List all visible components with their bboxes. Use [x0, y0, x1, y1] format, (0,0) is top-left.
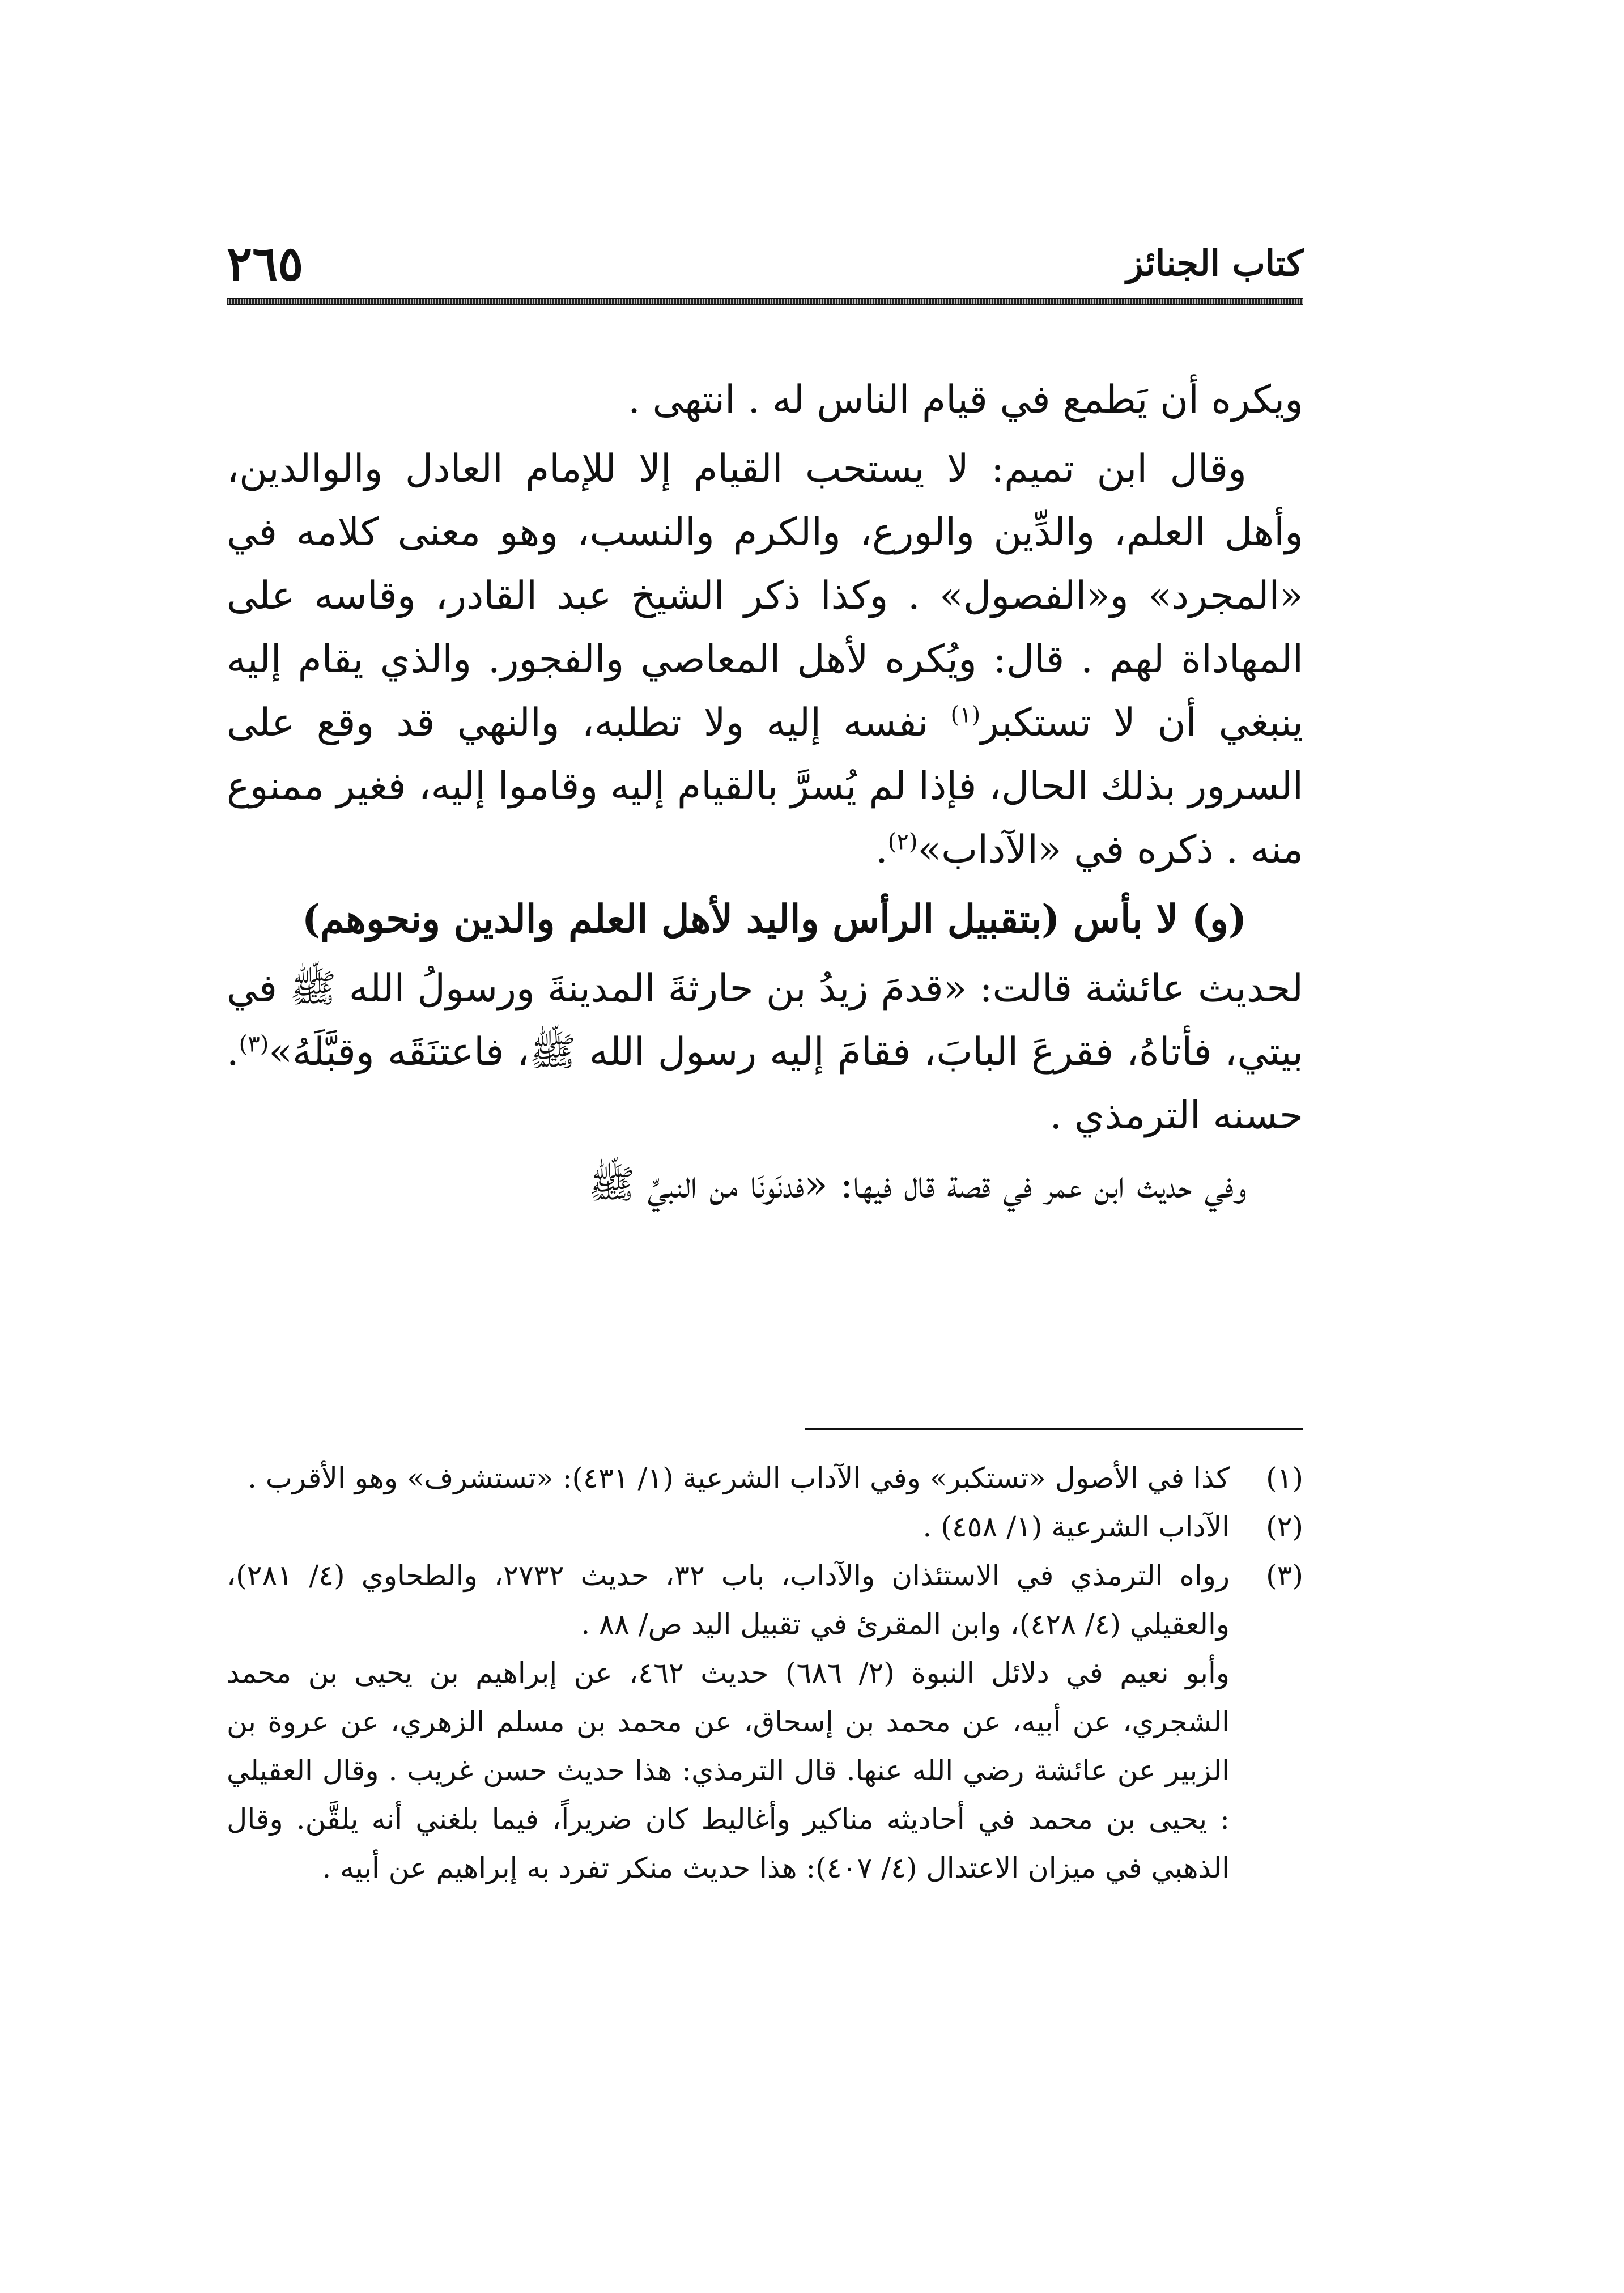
paragraph-2-end: .: [875, 827, 888, 872]
main-text: [227, 368, 1303, 1222]
footnote-3: [227, 1551, 1303, 1892]
paragraph-2-text-cont: نفسه إليه ولا تطلبه، والنهي قد وقع على السرور بذلك الحال، فإذا لم يُسرَّ بالقيام إليه وقاموا إليه، فغير ممنوع منه . ذكره في «الآداب»: [227, 700, 1303, 872]
paragraph-2-text: وقال ابن تميم: لا يستحب القيام إلا للإمام العادل والوالدين، وأهل العلم، والدِّين والورع، والكرم والنسب، وهو معنى كلامه في «المجرد» و«الفصول» . وكذا ذكر الشيخ عبد القادر، وقاسه على المهاداة لهم . قال: ويُكره لأهل المعاصي والفجور. والذي يقام إليه ينبغي أن لا تستكبر: [227, 447, 1303, 745]
footnote-3-text: رواه الترمذي في الاستئذان والآداب، باب ٣٢، حديث ٢٧٣٢، والطحاوي (٤/ ٢٨١)، والعقيلي (٤/ ٤٢٨)، وابن المقرئ في تقبيل اليد ص/ ٨٨ .: [227, 1559, 1230, 1641]
footnote-ref-2[interactable]: (٢): [887, 829, 918, 855]
paragraph-4-text: وفي حديث ابن عمر في قصة قال فيها: «فدنَونَا من النبيِّ ﷺ: [588, 1162, 1247, 1207]
chapter-title: كتاب الجنائز: [1126, 243, 1303, 284]
running-header: [227, 235, 1303, 291]
paragraph-3-heading: (و) لا بأس (بتقبيل الرأس واليد لأهل العلم والدين ونحوهم): [301, 897, 1247, 942]
footnote-rule: [805, 1428, 1303, 1430]
footnote-2: [227, 1502, 1303, 1551]
page-number: ٢٦٥: [227, 235, 304, 291]
footnote-1-text: كذا في الأصول «تستكبر» وفي الآداب الشرعية (١/ ٤٣١): «تستشرف» وهو الأقرب .: [248, 1462, 1230, 1494]
footnote-ref-1[interactable]: (١): [950, 702, 981, 728]
footnote-1: [227, 1454, 1303, 1502]
paragraph-3: [227, 888, 1303, 952]
footnote-ref-3[interactable]: (٣): [239, 1031, 269, 1058]
footnote-1-number: (١): [1266, 1462, 1303, 1494]
paragraph-3-body: [227, 957, 1303, 1148]
paragraph-3-text: لحديث عائشة قالت: «قدمَ زيدُ بن حارثةَ المدينةَ ورسولُ الله ﷺ في بيتي، فأتاهُ، فقرعَ البابَ، فقامَ إليه رسول الله ﷺ، فاعتنَقَه وقبَّلَهُ»: [227, 966, 1304, 1075]
footnote-3-number: (٣): [1266, 1559, 1303, 1592]
footnote-3-body: [227, 1551, 1230, 1892]
footnote-3-continuation: وأبو نعيم في دلائل النبوة (٢/ ٦٨٦) حديث ٤٦٢، عن إبراهيم بن يحيى بن محمد الشجري، عن أبيه، عن محمد بن إسحاق، عن محمد بن مسلم الزهري، عن عروة بن الزبير عن عائشة رضي الله عنها. قال الترمذي: هذا حديث حسن غريب . وقال العقيلي : يحيى بن محمد في أحاديثه مناكير وأغاليط كان ضريراً، فيما بلغني أنه يلقَّن. وقال الذهبي في ميزان الاعتدال (٤/ ٤٠٧): هذا حديث منكر تفرد به إبراهيم عن أبيه .: [227, 1657, 1230, 1884]
paragraph-4: [227, 1153, 1303, 1217]
paragraph-1-text: ويكره أن يَطمع في قيام الناس له . انتهى .: [628, 377, 1303, 422]
footnote-2-number: (٢): [1266, 1510, 1303, 1543]
footnote-2-text: الآداب الشرعية (١/ ٤٥٨) .: [922, 1510, 1230, 1543]
paragraph-3-end: . حسنه الترمذي .: [227, 1030, 1303, 1138]
footnotes: [227, 1454, 1303, 1892]
paragraph-2: [227, 438, 1303, 882]
paragraph-1: [227, 368, 1303, 432]
header-rule: [227, 298, 1303, 305]
